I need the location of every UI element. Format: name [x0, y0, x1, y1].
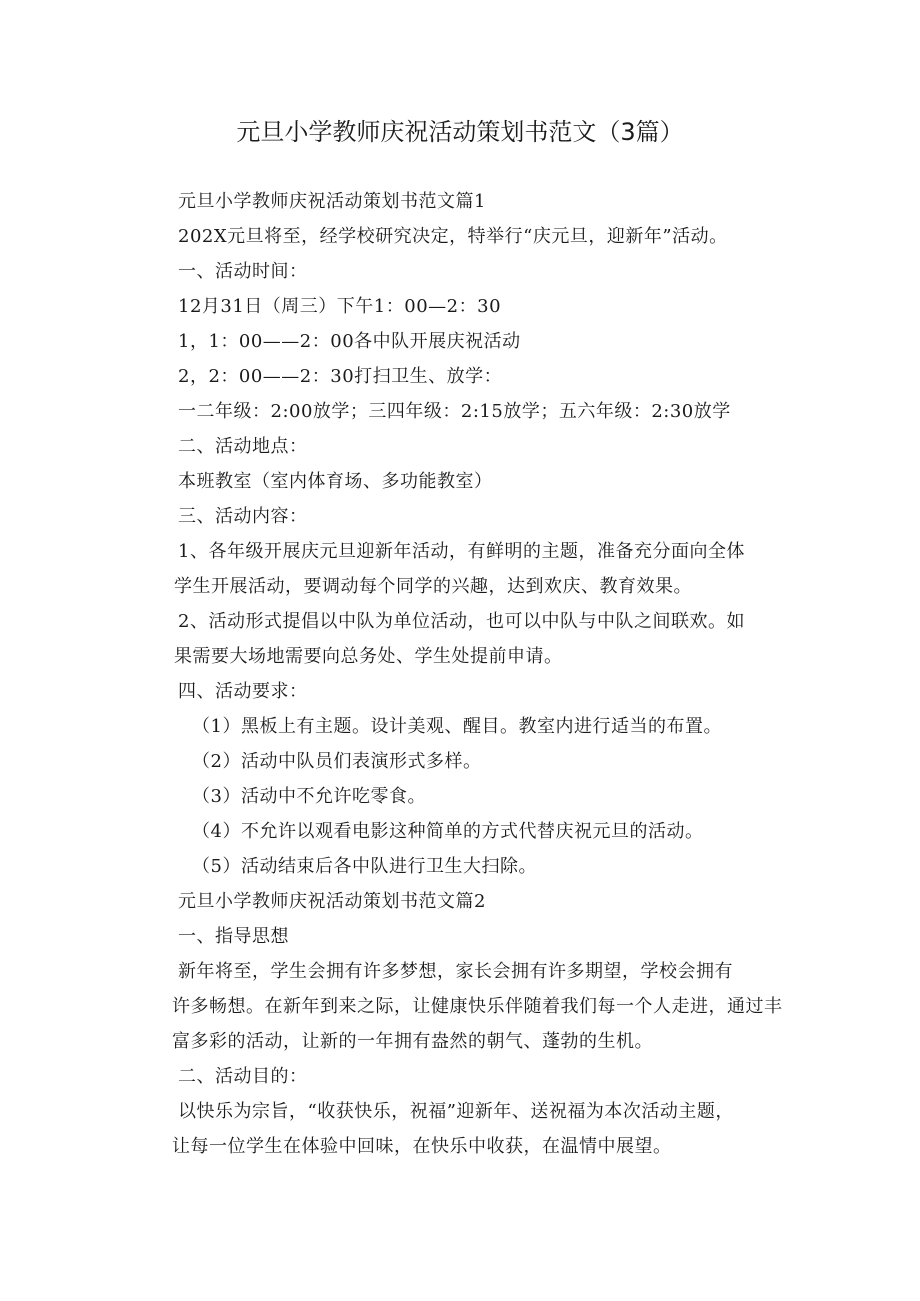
heading-activity-requirements: 四、活动要求： [178, 681, 308, 702]
content-item-2 [174, 604, 798, 674]
heading-activity-purpose: 二、活动目的： [178, 1066, 308, 1087]
section-heading-part1: 元旦小学教师庆祝活动策划书范文篇1 [178, 191, 486, 212]
heading-activity-time: 一、活动时间： [178, 261, 308, 282]
requirement-5: （5）活动结束后各中队进行卫生大扫除。 [192, 856, 537, 877]
activity-time-value: 12月31日（周三）下午1：00—2：30 [178, 296, 502, 317]
requirement-4: （4）不允许以观看电影这种简单的方式代替庆祝元旦的活动。 [192, 821, 704, 842]
content-item-1-line-1: 1、各年级开展庆元旦迎新年活动，有鲜明的主题，准备充分面向全体 [178, 541, 745, 562]
content-item-1 [174, 534, 798, 604]
guiding-thought-paragraph [172, 954, 798, 1059]
document-title: 元旦小学教师庆祝活动策划书范文（3篇） [236, 118, 684, 146]
activity-purpose-line-1: 以快乐为宗旨，“收获快乐，祝福”迎新年、送祝福为本次活动主题， [178, 1101, 734, 1122]
content-item-1-line-2: 学生开展活动，要调动每个同学的兴趣，达到欢庆、教育效果。 [174, 576, 692, 597]
intro-paragraph: 202X元旦将至，经学校研究决定，特举行“庆元旦，迎新年”活动。 [178, 226, 728, 247]
guiding-thought-line-1: 新年将至，学生会拥有许多梦想，家长会拥有许多期望，学校会拥有 [178, 961, 733, 982]
heading-guiding-thought: 一、指导思想 [178, 926, 289, 947]
activity-location-value: 本班教室（室内体育场、多功能教室） [178, 471, 493, 492]
activity-purpose-paragraph [172, 1094, 798, 1164]
content-item-2-line-2: 果需要大场地需要向总务处、学生处提前申请。 [174, 646, 563, 667]
guiding-thought-line-3: 富多彩的活动，让新的一年拥有盎然的朝气、蓬勃的生机。 [172, 1031, 653, 1052]
requirement-3: （3）活动中不允许吃零食。 [192, 786, 426, 807]
activity-purpose-line-2: 让每一位学生在体验中回味，在快乐中收获，在温情中展望。 [172, 1136, 672, 1157]
heading-activity-content: 三、活动内容： [178, 506, 308, 527]
guiding-thought-line-2: 许多畅想。在新年到来之际，让健康快乐伴随着我们每一个人走进，通过丰 [172, 996, 783, 1017]
requirement-2: （2）活动中队员们表演形式多样。 [192, 751, 482, 772]
content-item-2-line-1: 2、活动形式提倡以中队为单位活动，也可以中队与中队之间联欢。如 [178, 611, 745, 632]
schedule-item-2: 2，2：00——2：30打扫卫生、放学： [178, 366, 503, 387]
requirement-1: （1）黑板上有主题。设计美观、醒目。教室内进行适当的布置。 [192, 716, 722, 737]
heading-activity-location: 二、活动地点： [178, 436, 308, 457]
dismissal-times: 一二年级：2:00放学；三四年级：2:15放学；五六年级：2:30放学 [178, 401, 731, 422]
document-body [172, 184, 798, 1164]
section-heading-part2: 元旦小学教师庆祝活动策划书范文篇2 [178, 891, 486, 912]
schedule-item-1: 1，1：00——2：00各中队开展庆祝活动 [178, 331, 521, 352]
